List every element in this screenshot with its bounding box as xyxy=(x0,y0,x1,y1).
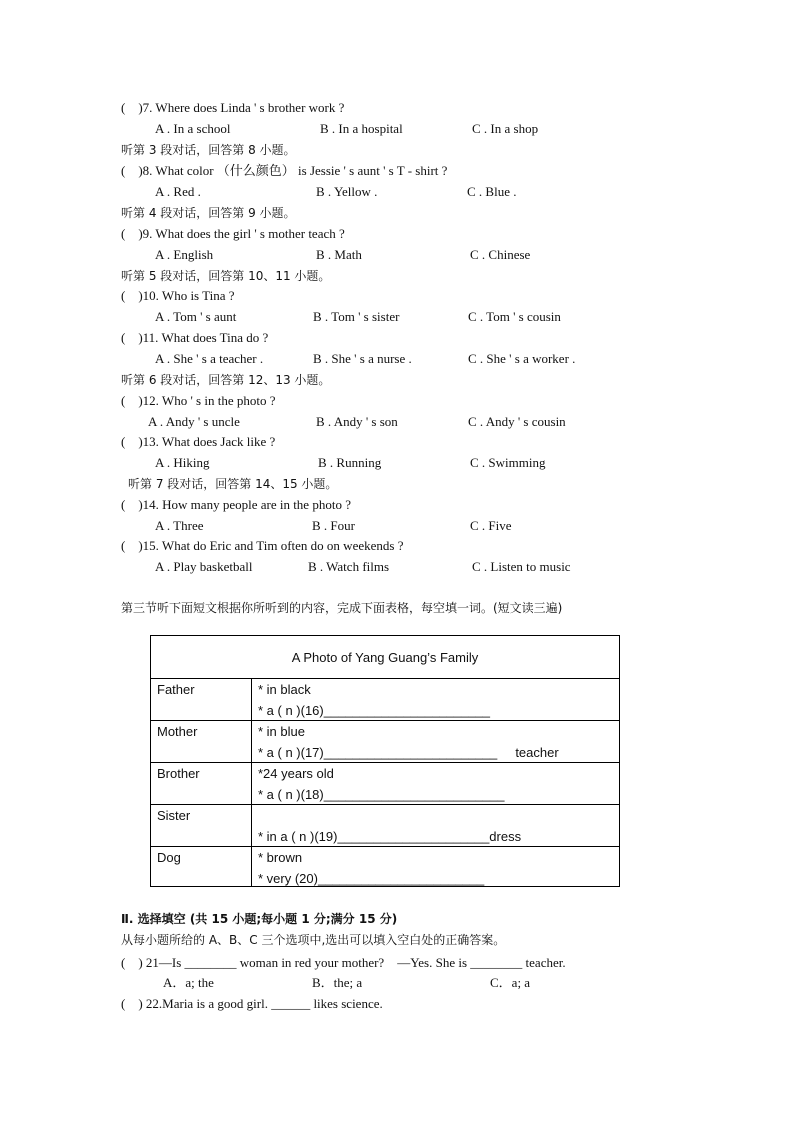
section-3-instruction: 第三节听下面短文根据你所听到的内容，完成下面表格，每空填一词。(短文读三遍) xyxy=(121,601,563,615)
q10-option-a[interactable]: A . Tom ' s aunt xyxy=(155,309,237,324)
section-instruction-4: 听第 4 段对话，回答第 9 小题。 xyxy=(121,206,296,220)
table-row-father xyxy=(151,678,619,721)
q7-option-c[interactable]: C . In a shop xyxy=(472,121,539,136)
section-instruction-7: 听第 7 段对话，回答第 14、15 小题。 xyxy=(128,477,338,491)
family-photo-table xyxy=(150,635,620,887)
q7-option-b[interactable]: B . In a hospital xyxy=(320,121,403,136)
q12-option-a[interactable]: A . Andy ' s uncle xyxy=(148,414,240,429)
q10-option-c[interactable]: C . Tom ' s cousin xyxy=(468,309,561,324)
dog-line-1: * brown xyxy=(258,850,303,865)
row-label-mother: Mother xyxy=(157,724,198,739)
q21-option-b[interactable]: B．the; a xyxy=(312,975,363,990)
q14-option-a[interactable]: A . Three xyxy=(155,518,204,533)
q13-option-c[interactable]: C . Swimming xyxy=(470,455,546,470)
q14-option-c[interactable]: C . Five xyxy=(470,518,512,533)
dog-blank-20[interactable]: * very (20)_______________________ xyxy=(258,871,485,886)
table-row-brother xyxy=(151,762,619,805)
table-title: A Photo of Yang Guang’s Family xyxy=(151,636,619,679)
q8-stem: ( )8. What color （什么颜色） is Jessie ' s aunt ' s T - shirt ? xyxy=(121,163,448,178)
row-label-dog: Dog xyxy=(157,850,181,865)
q15-option-a[interactable]: A . Play basketball xyxy=(155,559,253,574)
table-row-dog xyxy=(151,846,619,886)
row-label-sister: Sister xyxy=(157,808,191,823)
row-label-father: Father xyxy=(157,682,195,697)
q13-option-b[interactable]: B . Running xyxy=(318,455,382,470)
q8-option-b[interactable]: B . Yellow . xyxy=(316,184,378,199)
q9-option-b[interactable]: B . Math xyxy=(316,247,362,262)
q8-option-a[interactable]: A . Red . xyxy=(155,184,201,199)
q13-stem: ( )13. What does Jack like ? xyxy=(121,434,276,449)
q7-stem: ( )7. Where does Linda ' s brother work ? xyxy=(121,100,345,115)
section-instruction-6: 听第 6 段对话，回答第 12、13 小题。 xyxy=(121,373,331,387)
q22-stem: ( ) 22.Maria is a good girl. ______ likes science. xyxy=(121,996,383,1011)
q12-option-c[interactable]: C . Andy ' s cousin xyxy=(468,414,566,429)
q21-option-a[interactable]: A．a; the xyxy=(163,975,214,990)
q9-stem: ( )9. What does the girl ' s mother teach ? xyxy=(121,226,345,241)
part-2-heading: Ⅱ. 选择填空 (共 15 小题;每小题 1 分;满分 15 分) xyxy=(121,912,398,926)
q12-stem: ( )12. Who ' s in the photo ? xyxy=(121,393,276,408)
q9-option-a[interactable]: A . English xyxy=(155,247,214,262)
q15-stem: ( )15. What do Eric and Tim often do on weekends ? xyxy=(121,538,404,553)
father-line-1: * in black xyxy=(258,682,311,697)
q11-option-a[interactable]: A . She ' s a teacher . xyxy=(155,351,264,366)
table-row-sister xyxy=(151,804,619,847)
q10-option-b[interactable]: B . Tom ' s sister xyxy=(313,309,400,324)
q9-option-c[interactable]: C . Chinese xyxy=(470,247,531,262)
q14-stem: ( )14. How many people are in the photo ? xyxy=(121,497,351,512)
q12-option-b[interactable]: B . Andy ' s son xyxy=(316,414,398,429)
section-instruction-5: 听第 5 段对话，回答第 10、11 小题。 xyxy=(121,269,331,283)
brother-blank-18[interactable]: * a ( n )(18)_________________________ xyxy=(258,787,505,802)
q10-stem: ( )10. Who is Tina ? xyxy=(121,288,235,303)
sister-blank-19[interactable]: * in a ( n )(19)_____________________dress xyxy=(258,829,522,844)
q15-option-b[interactable]: B . Watch films xyxy=(308,559,390,574)
q11-option-b[interactable]: B . She ' s a nurse . xyxy=(313,351,412,366)
part-2-instruction: 从每小题所给的 A、B、C 三个选项中,选出可以填入空白处的正确答案。 xyxy=(121,933,506,947)
q13-option-a[interactable]: A . Hiking xyxy=(155,455,210,470)
mother-blank-17[interactable]: * a ( n )(17)________________________ teacher xyxy=(258,745,559,760)
q11-option-c[interactable]: C . She ' s a worker . xyxy=(468,351,576,366)
mother-line-1: * in blue xyxy=(258,724,305,739)
father-blank-16[interactable]: * a ( n )(16)_______________________ xyxy=(258,703,491,718)
q14-option-b[interactable]: B . Four xyxy=(312,518,355,533)
q15-option-c[interactable]: C . Listen to music xyxy=(472,559,571,574)
q11-stem: ( )11. What does Tina do ? xyxy=(121,330,269,345)
q21-option-c[interactable]: C．a; a xyxy=(490,975,531,990)
q21-stem: ( ) 21—Is ________ woman in red your mother? —Yes. She is ________ teacher. xyxy=(121,955,566,970)
section-instruction-3: 听第 3 段对话，回答第 8 小题。 xyxy=(121,143,296,157)
row-label-brother: Brother xyxy=(157,766,200,781)
q8-option-c[interactable]: C . Blue . xyxy=(467,184,517,199)
q7-option-a[interactable]: A . In a school xyxy=(155,121,231,136)
table-row-mother xyxy=(151,720,619,763)
brother-line-1: *24 years old xyxy=(258,766,334,781)
